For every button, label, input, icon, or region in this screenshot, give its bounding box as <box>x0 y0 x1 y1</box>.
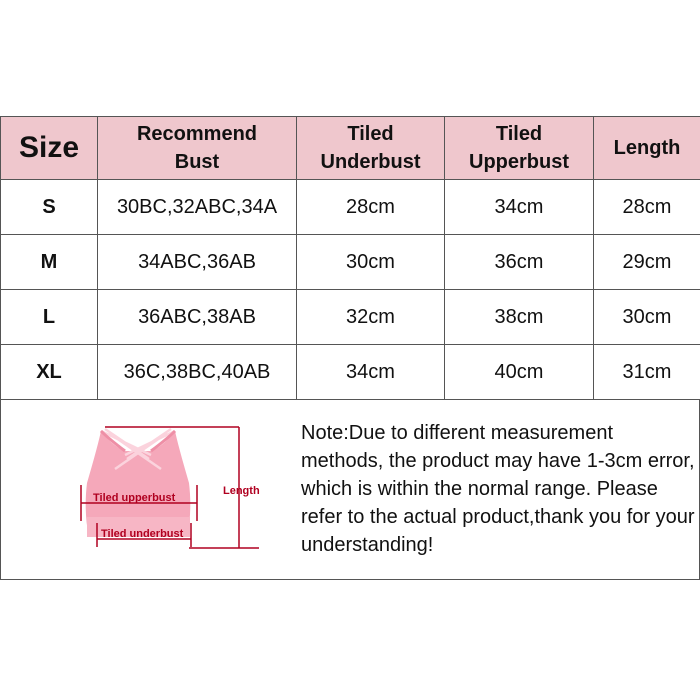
measurement-diagram <box>1 399 297 579</box>
table-row <box>1 235 700 290</box>
cell-length: 31cm <box>594 345 700 400</box>
cell-upperbust: 34cm <box>445 180 594 235</box>
cell-bust: 36ABC,38AB <box>98 290 297 345</box>
info-panel <box>0 399 700 580</box>
cell-length: 29cm <box>594 235 700 290</box>
underbust-label: Tiled underbust <box>101 528 184 540</box>
cell-underbust: 34cm <box>297 345 445 400</box>
cell-upperbust: 36cm <box>445 235 594 290</box>
cell-bust: 36C,38BC,40AB <box>98 345 297 400</box>
header-length: Length <box>594 117 700 180</box>
cell-bust: 30BC,32ABC,34A <box>98 180 297 235</box>
size-table <box>0 116 700 400</box>
cell-size: S <box>1 180 98 235</box>
table-header-row <box>1 117 700 180</box>
cell-length: 30cm <box>594 290 700 345</box>
cell-underbust: 30cm <box>297 235 445 290</box>
upperbust-label: Tiled upperbust <box>93 492 176 504</box>
header-tiled-upperbust: Tiled Upperbust <box>445 117 594 180</box>
table-row <box>1 290 700 345</box>
cell-size: M <box>1 235 98 290</box>
measurement-note: Note:Due to different measurement methods, the product may have 1-3cm error, which is within the normal range. Please refer to the actual product,thank you for your understanding! <box>301 422 695 556</box>
cell-underbust: 32cm <box>297 290 445 345</box>
cell-upperbust: 38cm <box>445 290 594 345</box>
header-tiled-underbust: Tiled Underbust <box>297 117 445 180</box>
header-size: Size <box>1 117 98 180</box>
length-label: Length <box>223 485 260 497</box>
cell-underbust: 28cm <box>297 180 445 235</box>
cell-size: XL <box>1 345 98 400</box>
table-row <box>1 180 700 235</box>
cell-bust: 34ABC,36AB <box>98 235 297 290</box>
size-chart <box>0 116 700 580</box>
cell-size: L <box>1 290 98 345</box>
cell-length: 28cm <box>594 180 700 235</box>
cell-upperbust: 40cm <box>445 345 594 400</box>
header-recommend-bust: Recommend Bust <box>98 117 297 180</box>
table-row <box>1 345 700 400</box>
